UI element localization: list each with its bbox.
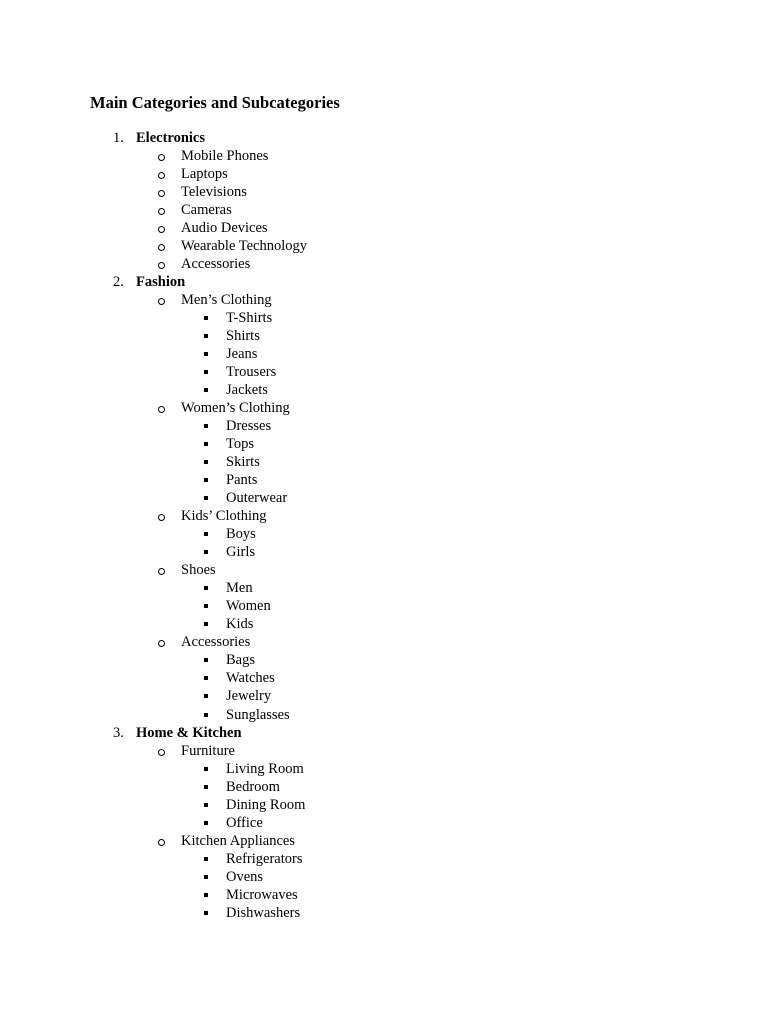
square-bullet-icon	[204, 604, 208, 608]
hollow-circle-bullet-icon	[158, 749, 165, 756]
list-item	[0, 651, 768, 669]
list-item-label: Women	[226, 598, 271, 615]
list-item	[0, 597, 768, 615]
square-bullet-icon	[204, 803, 208, 807]
hollow-circle-bullet-icon	[158, 262, 165, 269]
subcategory-item-label: Shoes	[181, 562, 216, 579]
square-bullet-icon	[204, 550, 208, 554]
list-item-label: Watches	[226, 670, 275, 687]
list-item-label: T-Shirts	[226, 310, 273, 327]
list-item-label: Tops	[226, 436, 254, 453]
list-item	[0, 471, 768, 489]
square-bullet-icon	[204, 622, 208, 626]
list-item-label: Skirts	[226, 454, 260, 471]
square-bullet-icon	[204, 586, 208, 590]
list-item-label: Men	[226, 580, 253, 597]
square-bullet-icon	[204, 713, 208, 717]
category-item	[0, 129, 768, 147]
list-item	[0, 796, 768, 814]
square-bullet-icon	[204, 532, 208, 536]
category-item-label: Electronics	[136, 130, 205, 146]
list-item-label: Ovens	[226, 868, 264, 885]
square-bullet-icon	[204, 893, 208, 897]
hollow-circle-bullet-icon	[158, 839, 165, 846]
square-bullet-icon	[204, 478, 208, 482]
hollow-circle-bullet-icon	[158, 406, 165, 413]
list-item	[0, 706, 768, 724]
square-bullet-icon	[204, 352, 208, 356]
subcategory-item-label: Women’s Clothing	[181, 400, 290, 417]
list-item-label: Microwaves	[226, 886, 298, 903]
list-item	[0, 615, 768, 633]
square-bullet-icon	[204, 388, 208, 392]
square-bullet-icon	[204, 370, 208, 374]
list-item-label: Pants	[226, 472, 258, 489]
list-item	[0, 345, 768, 363]
list-item-label: Bedroom	[226, 778, 280, 795]
list-item-label: Jewelry	[226, 688, 272, 705]
hollow-circle-bullet-icon	[158, 154, 165, 161]
subcategory-item	[0, 183, 768, 201]
subcategory-item-label: Audio Devices	[181, 220, 268, 237]
list-item	[0, 886, 768, 904]
hollow-circle-bullet-icon	[158, 226, 165, 233]
subcategory-item	[0, 291, 768, 309]
list-item-label: Jackets	[226, 382, 268, 399]
subcategory-item-label: Accessories	[181, 634, 251, 651]
list-number: 2.	[113, 274, 124, 291]
page-title: Main Categories and Subcategories	[90, 93, 340, 112]
subcategory-item	[0, 201, 768, 219]
list-item-label: Girls	[226, 544, 255, 561]
list-item-label: Sunglasses	[226, 706, 290, 723]
subcategory-item-label: Accessories	[181, 256, 251, 273]
square-bullet-icon	[204, 676, 208, 680]
list-item-label: Living Room	[226, 760, 304, 777]
square-bullet-icon	[204, 875, 208, 879]
category-item	[0, 724, 768, 742]
list-item	[0, 381, 768, 399]
subcategory-item	[0, 147, 768, 165]
list-item-label: Office	[226, 814, 263, 831]
list-item	[0, 760, 768, 778]
list-item-label: Dishwashers	[226, 904, 301, 921]
list-item-label: Boys	[226, 526, 256, 543]
subcategory-item	[0, 399, 768, 417]
subcategory-item	[0, 742, 768, 760]
hollow-circle-bullet-icon	[158, 298, 165, 305]
square-bullet-icon	[204, 442, 208, 446]
list-item	[0, 435, 768, 453]
list-item	[0, 525, 768, 543]
hollow-circle-bullet-icon	[158, 190, 165, 197]
subcategory-item-label: Mobile Phones	[181, 148, 269, 165]
subcategory-item	[0, 561, 768, 579]
list-item	[0, 669, 768, 687]
list-item-label: Outerwear	[226, 490, 288, 507]
list-item-label: Dresses	[226, 418, 272, 435]
list-item	[0, 850, 768, 868]
list-item	[0, 453, 768, 471]
subcategory-item-label: Kids’ Clothing	[181, 508, 267, 525]
hollow-circle-bullet-icon	[158, 208, 165, 215]
subcategory-item	[0, 255, 768, 273]
subcategory-item	[0, 237, 768, 255]
list-item	[0, 489, 768, 507]
subcategory-item-label: Televisions	[181, 184, 247, 201]
hollow-circle-bullet-icon	[158, 568, 165, 575]
list-item-label: Dining Room	[226, 796, 306, 813]
square-bullet-icon	[204, 316, 208, 320]
list-item	[0, 814, 768, 832]
subcategory-item-label: Furniture	[181, 742, 235, 759]
list-item	[0, 543, 768, 561]
subcategory-item	[0, 507, 768, 525]
list-item-label: Shirts	[226, 328, 260, 345]
list-item-label: Kids	[226, 616, 254, 633]
hollow-circle-bullet-icon	[158, 172, 165, 179]
square-bullet-icon	[204, 694, 208, 698]
subcategory-item-label: Cameras	[181, 202, 232, 219]
square-bullet-icon	[204, 424, 208, 428]
list-item-label: Bags	[226, 652, 255, 669]
square-bullet-icon	[204, 496, 208, 500]
subcategory-item	[0, 633, 768, 651]
list-number: 3.	[113, 724, 124, 741]
list-item	[0, 904, 768, 922]
square-bullet-icon	[204, 911, 208, 915]
square-bullet-icon	[204, 785, 208, 789]
hollow-circle-bullet-icon	[158, 640, 165, 647]
square-bullet-icon	[204, 767, 208, 771]
list-item-label: Trousers	[226, 364, 277, 381]
list-item	[0, 417, 768, 435]
subcategory-item	[0, 165, 768, 183]
list-item	[0, 309, 768, 327]
list-item	[0, 363, 768, 381]
hollow-circle-bullet-icon	[158, 244, 165, 251]
category-outline	[0, 129, 768, 922]
list-item	[0, 327, 768, 345]
subcategory-item	[0, 219, 768, 237]
hollow-circle-bullet-icon	[158, 514, 165, 521]
square-bullet-icon	[204, 334, 208, 338]
category-item-label: Home & Kitchen	[136, 724, 242, 741]
square-bullet-icon	[204, 658, 208, 662]
subcategory-item-label: Wearable Technology	[181, 238, 307, 255]
list-item-label: Jeans	[226, 346, 258, 363]
square-bullet-icon	[204, 460, 208, 464]
square-bullet-icon	[204, 857, 208, 861]
subcategory-item-label: Men’s Clothing	[181, 292, 272, 309]
list-number: 1.	[113, 130, 124, 146]
list-item	[0, 778, 768, 796]
subcategory-item	[0, 832, 768, 850]
subcategory-item-label: Laptops	[181, 166, 228, 183]
square-bullet-icon	[204, 821, 208, 825]
subcategory-item-label: Kitchen Appliances	[181, 832, 295, 849]
category-item	[0, 273, 768, 291]
list-item	[0, 579, 768, 597]
category-item-label: Fashion	[136, 274, 186, 291]
list-item	[0, 687, 768, 705]
list-item	[0, 868, 768, 886]
list-item-label: Refrigerators	[226, 850, 303, 867]
